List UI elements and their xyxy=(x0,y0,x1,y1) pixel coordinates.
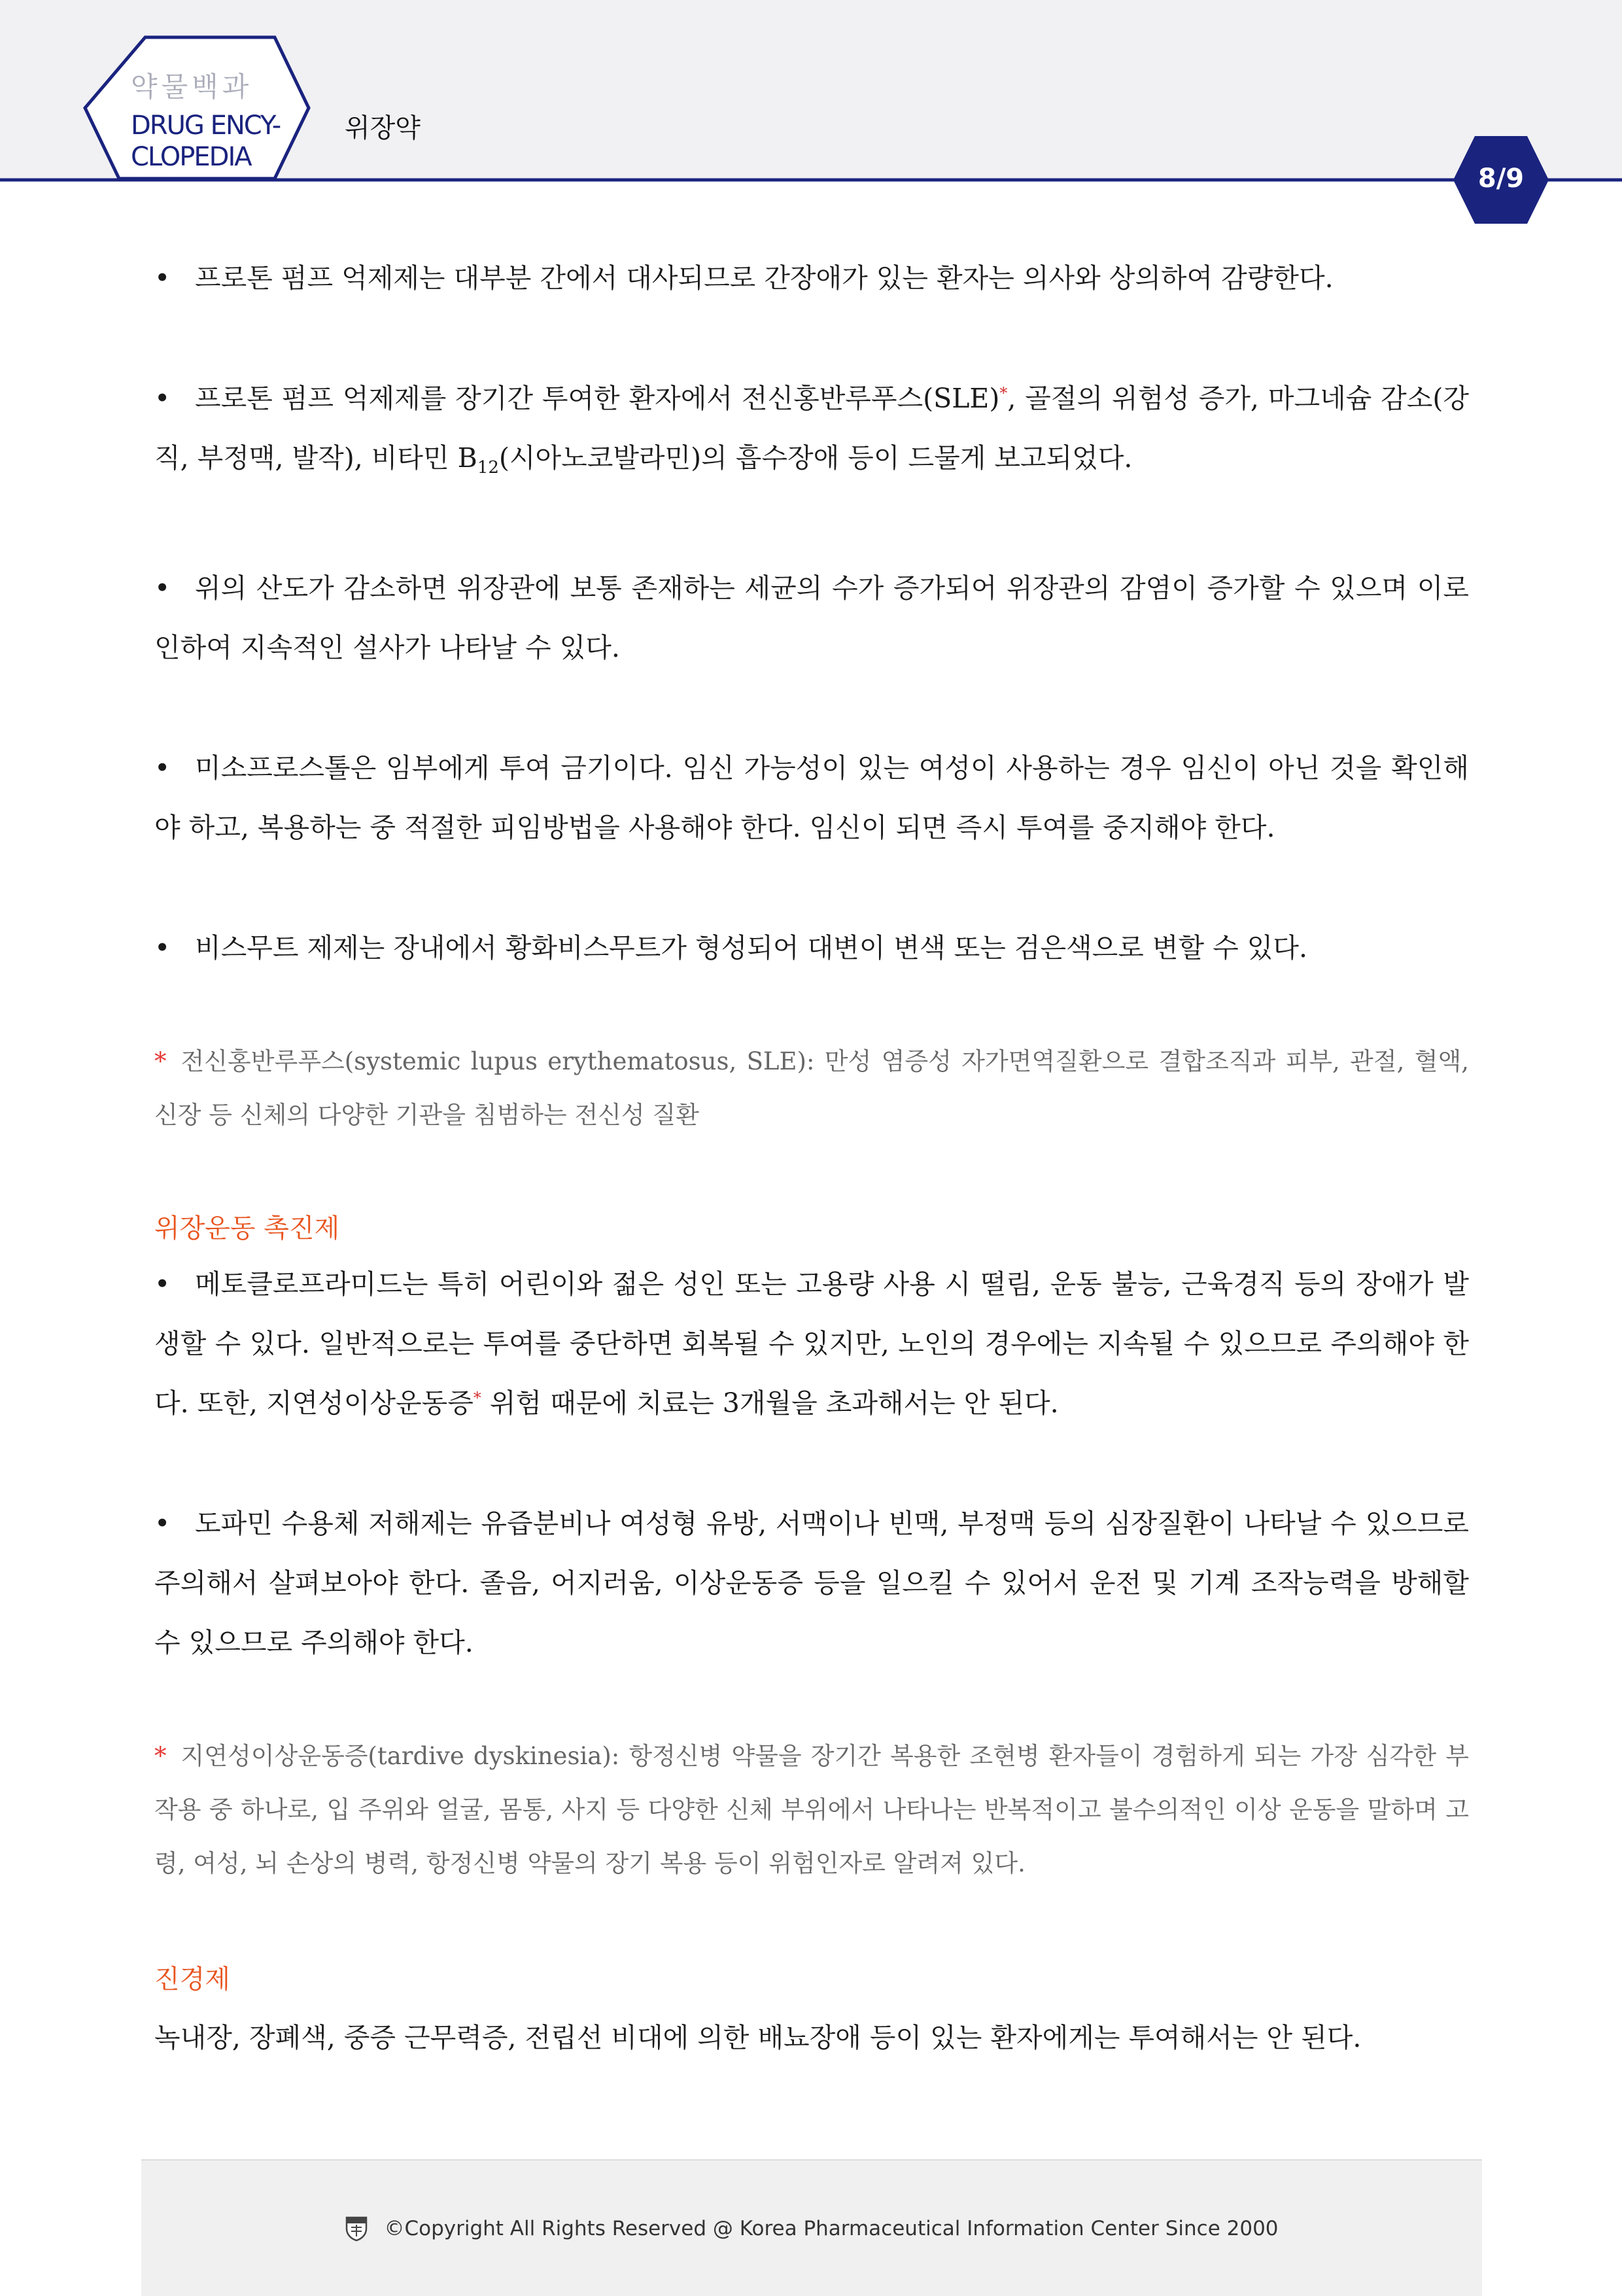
footnote-tardive-dyskinesia: * 지연성이상운동증(tardive dyskinesia): 항정신병 약물을 장기간 복용한 조현병 환자들이 경험하게 되는 가장 심각한 부작용 중 하나로, 입 주위와 얼굴, 몸통, 사지 등 다양한 신체 부위에서 나타나는 반복적이고 불수의적인 이상 운동을 말하며 고령, 여성, 뇌 손상의 병력, 항정신병 약물의 장기 복용 등이 위험인자로 알려져 있다. xyxy=(154,1742,1469,1878)
bullet-mark: • xyxy=(154,932,171,964)
paragraph-ppi-longterm: • 프로톤 펌프 억제제를 장기간 투여한 환자에서 전신홍반루푸스(SLE)*, 골절의 위험성 증가, 마그네슘 감소(강직, 부정맥, 발작), 비타민 $B_{12}$(시아노코발라민)의 흡수장애 등이 드물게 보고되었다. xyxy=(154,369,1469,498)
subscript-12: 12 xyxy=(477,458,499,478)
paragraph-antispasmodic-contraindication: 녹내장, 장폐색, 중증 근무력증, 전립선 비대에 의한 배뇨장애 등이 있는 환자에게는 투여해서는 안 된다. xyxy=(154,2022,1362,2054)
footnote-mark: * xyxy=(999,384,1008,402)
paragraph-ppi-liver: • 프로톤 펌프 억제제는 대부분 간에서 대사되므로 간장애가 있는 환자는 의사와 상의하여 감량한다. xyxy=(154,249,1469,308)
bullet-mark: • xyxy=(154,752,171,784)
footnote-mark: * xyxy=(473,1389,481,1408)
paragraph-metoclopramide: • 메토클로프라미드는 특히 어린이와 젊은 성인 또는 고용량 사용 시 떨림, 운동 불능, 근육경직 등의 장애가 발생할 수 있다. 일반적으로는 투여를 중단하면 회복될 수 있지만, 노인의 경우에는 지속될 수 있으므로 주의해야 한다. 또한, 지연성이상운동증* 위험 때문에 치료는 3개월을 초과해서는 안 된다. xyxy=(154,1255,1469,1433)
paragraph-misoprostol: • 미소프로스톨은 임부에게 투여 금기이다. 임신 가능성이 있는 여성이 사용하는 경우 임신이 아닌 것을 확인해야 하고, 복용하는 중 적절한 피임방법을 사용해야 한다. 임신이 되면 즉시 투여를 중지해야 한다. xyxy=(154,739,1469,858)
bullet-mark: • xyxy=(154,572,171,604)
footnote-star: * xyxy=(154,1047,167,1076)
copyright-text: ©Copyright All Rights Reserved @ Korea Pharmaceutical Information Center Since 2000 xyxy=(384,2216,1279,2240)
paragraph-dopamine-antagonist: • 도파민 수용체 저해제는 유즙분비나 여성형 유방, 서맥이나 빈맥, 부정맥 등의 심장질환이 나타날 수 있으므로 주의해서 살펴보아야 한다. 졸음, 어지러움, 이상운동증 등을 일으킬 수 있어서 운전 및 기계 조작능력을 방해할 수 있으므로 주의해야 한다. xyxy=(154,1494,1469,1673)
footer xyxy=(141,2159,1482,2296)
bullet-mark: • xyxy=(154,383,171,414)
page-number: 8/9 xyxy=(1477,164,1525,194)
section-heading-prokinetics: 위장운동 촉진제 xyxy=(154,1213,340,1244)
footer-copyright-row xyxy=(141,2161,1482,2296)
shield-emblem-icon xyxy=(345,2216,368,2242)
section-heading-antispasmodics: 진경제 xyxy=(154,1964,230,1995)
document-body xyxy=(154,249,1469,2068)
paragraph-acidity-infection: • 위의 산도가 감소하면 위장관에 보통 존재하는 세균의 수가 증가되어 위장관의 감염이 증가할 수 있으며 이로 인하여 지속적인 설사가 나타날 수 있다. xyxy=(154,559,1469,678)
bullet-mark: • xyxy=(154,1508,171,1540)
bullet-mark: • xyxy=(154,1268,171,1300)
logo-english-text: DRUG ENCY- CLOPEDIA xyxy=(131,111,281,172)
logo-korean-text: 약물백과 xyxy=(131,71,253,103)
footnote-star: * xyxy=(154,1742,167,1771)
footnote-sle: * 전신홍반루푸스(systemic lupus erythematosus, SLE): 만성 염증성 자가면역질환으로 결합조직과 피부, 관절, 혈액, 신장 등 신체의 다양한 기관을 침범하는 전신성 질환 xyxy=(154,1047,1469,1130)
bullet-mark: • xyxy=(154,262,171,294)
paragraph-bismuth: • 비스무트 제제는 장내에서 황화비스무트가 형성되어 대변이 변색 또는 검은색으로 변할 수 있다. xyxy=(154,918,1469,978)
page-title: 위장약 xyxy=(345,113,421,143)
